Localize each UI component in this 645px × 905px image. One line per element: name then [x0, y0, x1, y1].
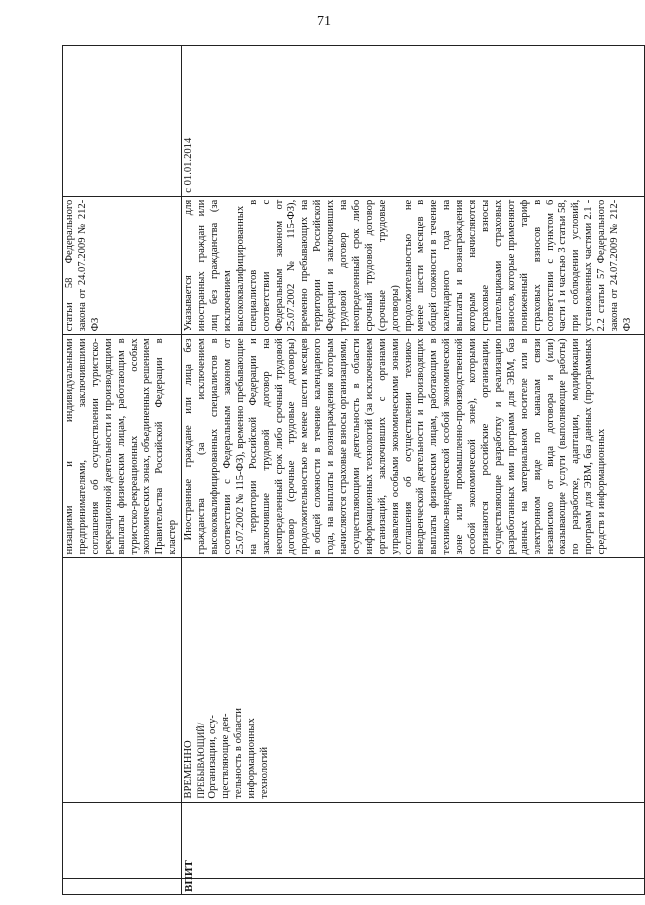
table-row: [182, 46, 645, 895]
empty-cell: [63, 46, 182, 197]
continuation-law-ref: статьи 58 Федерального закона от 24.07.2009 № 212-ФЗ: [63, 196, 182, 335]
empty-cell: [63, 802, 182, 878]
category-line: технологий: [258, 746, 270, 799]
rotated-table-container: [62, 45, 633, 895]
category-subtitle: ПРЕБЫВАЮЩИЙ/: [196, 722, 207, 799]
category-cell: [182, 558, 645, 802]
category-line: информационных: [245, 718, 257, 799]
empty-cell: [63, 558, 182, 802]
category-line: Организации, осу-: [207, 715, 219, 799]
category-title: ВРЕМЕННО: [183, 740, 195, 799]
code-cell: ВПИТ: [182, 878, 645, 894]
date-cell: с 01.01.2014: [182, 46, 645, 197]
category-line: ществляющие дея-: [219, 713, 231, 799]
page-number: 71: [317, 14, 331, 29]
continuation-description: низациями и индивидуальными предпринимателями, заключившими соглашения об осуществлении туристско-рекреационной деятельности и производящими выплаты физическим лицам, работающим в туристско-рекреационных особых экономических зонах, объединенных решением Правительства Российской Федерации в кластер: [63, 335, 182, 558]
codes-table: [62, 45, 645, 895]
category-line: тельность в области: [232, 708, 244, 799]
empty-cell: [63, 878, 182, 894]
instruction-cell: Указывается для иностранных граждан или лиц без гражданства (за исключением высококвалифицированных специалистов в соответствии с Федеральным законом от 25.07.2002 № 115-ФЗ), временно пребывающих на территории Российской Федерации и заключивших трудовой договор на неопределенный срок либо срочный трудовой договор (срочные трудовые договоры) продолжительностью не менее шести месяцев в общей сложности в течение календарного года на выплаты и вознаграждения которым начисляются страховые взносы плательщиками страховых взносов, которые применяют пониженный тариф страховых взносов в соответствии с пунктом 6 части 1 и частью 3 статьи 58, при соблюдении условий, установленных частями 2.1 - 2.2 статьи 57 Федерального закона от 24.07.2009 № 212-ФЗ: [182, 196, 645, 335]
empty-cell: [182, 802, 645, 878]
table-row: [63, 46, 182, 895]
description-cell: Иностранные граждане или лица без гражданства (за исключением высококвалифицированных специалистов в соответствии с Федеральным законом от 25.07.2002 № 115-ФЗ), временно пребывающие на территории Российской Федерации и заключившие трудовой договор на неопределенный срок либо срочный трудовой договор (срочные трудовые договоры) продолжительностью не менее шести месяцев в общей сложности в течение календарного года, на выплаты и вознаграждения которым начисляются страховые взносы организациями, осуществляющими деятельность в области информационных технологий (за исключением организаций, заключивших с органами управления особыми экономическими зонами соглашения об осуществлении технико-внедренческой деятельности и производящих выплаты физическим лицам, работающим в технико-внедренческой особой экономической зоне или промышленно-производственной особой экономической зоне), которыми признаются российские организации, осуществляющие разработку и реализацию разработанных ими программ для ЭВМ, баз данных на материальном носителе или в электронном виде по каналам связи независимо от вида договора и (или) оказывающие услуги (выполняющие работы) по разработке, адаптации, модификации программ для ЭВМ, баз данных (программных средств и информационных: [182, 335, 645, 558]
